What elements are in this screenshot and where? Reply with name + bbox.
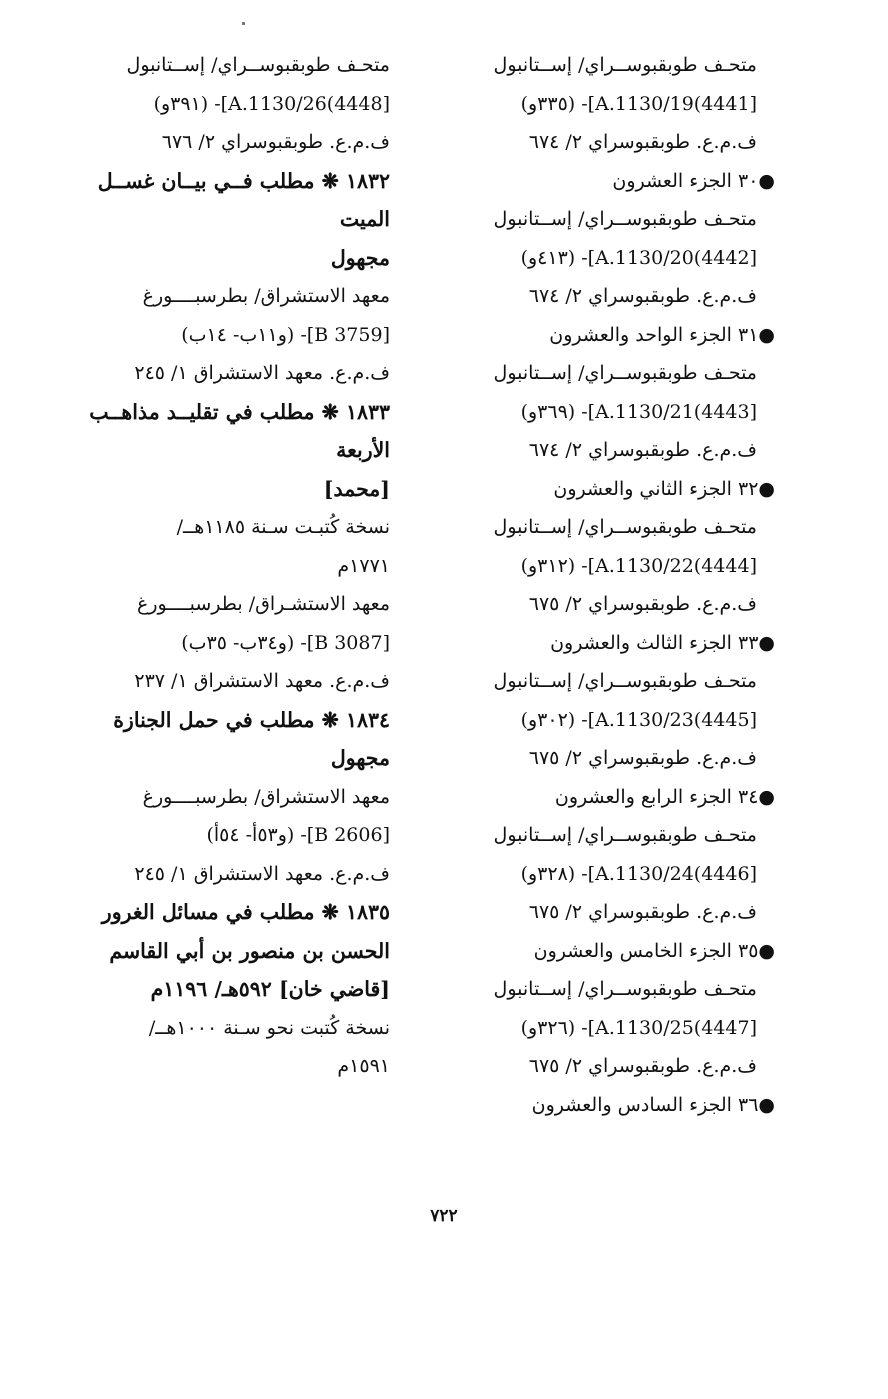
right-column-line: ف.م.ع. طوبقبوسراي ٢/ ٦٧٤ xyxy=(528,131,757,153)
right-column-line: [4442)A.1130/20]- (٤١٣و) xyxy=(520,246,757,269)
left-column-line: معهد الاستشراق/ بطرسبــــورغ xyxy=(142,285,390,307)
left-column-line: نسخة كُتبت نحو سـنة ١٠٠٠هــ/ xyxy=(148,1016,390,1039)
right-column-line: ●٣٢ الجزء الثاني والعشرون xyxy=(553,477,775,500)
left-column-line: [B 2606]- (و٥٣أ- ٥٤أ) xyxy=(206,824,390,846)
left-column xyxy=(60,46,390,1086)
left-column-line: متحـف طوبقبوســراي/ إســتانبول xyxy=(126,54,390,76)
right-column-line: متحـف طوبقبوســراي/ إســتانبول xyxy=(493,978,757,1000)
right-column-line: [4443)A.1130/21]- (٣٦٩و) xyxy=(520,400,757,423)
right-column xyxy=(440,46,775,1124)
left-column-line: ١٥٩١م xyxy=(337,1055,390,1077)
left-column-line: ف.م.ع. طوبقبوسراي ٢/ ٦٧٦ xyxy=(161,131,390,153)
right-column-line: ●٣٦ الجزء السادس والعشرون xyxy=(531,1093,775,1116)
right-column-line: ●٣٣ الجزء الثالث والعشرون xyxy=(550,631,775,654)
left-column-line: مجهول xyxy=(330,245,390,270)
right-column-line: ●٣٤ الجزء الرابع والعشرون xyxy=(554,785,775,808)
right-column-line: ف.م.ع. طوبقبوسراي ٢/ ٦٧٥ xyxy=(528,901,757,923)
page-number: ٧٢٢ xyxy=(430,1206,458,1226)
left-column-line: [محمد] xyxy=(323,476,390,501)
right-column-line: متحـف طوبقبوســراي/ إســتانبول xyxy=(493,516,757,538)
right-column-line: ●٣٠ الجزء العشرون xyxy=(612,169,775,192)
right-column-line: [4441)A.1130/19]- (٣٣٥و) xyxy=(520,92,757,115)
left-column-line: ١٧٧١م xyxy=(337,554,390,577)
left-column-line: الميت xyxy=(339,207,390,231)
left-column-line: ف.م.ع. معهد الاستشراق ١/ ٢٤٥ xyxy=(134,362,390,384)
right-column-line: ف.م.ع. طوبقبوسراي ٢/ ٦٧٥ xyxy=(528,593,757,615)
left-column-line: [B 3087]- (و٣٤ب- ٣٥ب) xyxy=(181,631,390,654)
left-column-line: ١٨٣٤ ❋ مطلب في حمل الجنازة xyxy=(113,707,390,732)
left-column-line: الأربعة xyxy=(336,438,390,462)
left-column-line: [B 3759]- (و١١ب- ١٤ب) xyxy=(181,323,390,346)
right-column-line: ●٣١ الجزء الواحد والعشرون xyxy=(549,323,775,346)
left-column-line: ١٨٣٥ ❋ مطلب في مسائل الغرور xyxy=(101,900,390,924)
right-column-line: ف.م.ع. طوبقبوسراي ٢/ ٦٧٤ xyxy=(528,285,757,307)
right-column-line: متحـف طوبقبوســراي/ إســتانبول xyxy=(493,208,757,230)
left-column-line: [قاضي خان] ٥٩٢هـ/ ١١٩٦م xyxy=(150,977,390,1001)
right-column-line: [4445)A.1130/23]- (٣٠٢و) xyxy=(520,708,757,731)
right-column-line: [4444)A.1130/22]- (٣١٢و) xyxy=(520,554,757,577)
right-column-line: [4446)A.1130/24]- (٣٢٨و) xyxy=(520,862,757,885)
left-column-line: ١٨٣٢ ❋ مطلب فــي بيــان غســل xyxy=(97,168,390,193)
left-column-line: [4448)A.1130/26]- (٣٩١و) xyxy=(153,92,390,115)
right-column-line: ف.م.ع. طوبقبوسراي ٢/ ٦٧٥ xyxy=(528,1055,757,1077)
left-column-line: نسخة كُتبـت سـنة ١١٨٥هــ/ xyxy=(176,516,390,538)
right-column-line: متحـف طوبقبوســراي/ إســتانبول xyxy=(493,362,757,384)
left-column-line: معهد الاستشراق/ بطرسبــــورغ xyxy=(142,785,390,808)
left-column-line: الحسن بن منصور بن أبي القاسم xyxy=(109,938,390,963)
right-column-line: ●٣٥ الجزء الخامس والعشرون xyxy=(533,939,775,962)
scan-speck xyxy=(242,22,245,25)
left-column-line: ١٨٣٣ ❋ مطلب في تقليــد مذاهــب xyxy=(89,399,390,424)
right-column-line: ف.م.ع. طوبقبوسراي ٢/ ٦٧٤ xyxy=(528,439,757,461)
right-column-line: متحـف طوبقبوســراي/ إســتانبول xyxy=(493,670,757,692)
left-column-line: مجهول xyxy=(330,746,390,770)
right-column-line: [4447)A.1130/25]- (٣٢٦و) xyxy=(520,1016,757,1039)
right-column-line: متحـف طوبقبوســراي/ إســتانبول xyxy=(493,824,757,846)
right-column-line: متحـف طوبقبوســراي/ إســتانبول xyxy=(493,54,757,76)
right-column-line: ف.م.ع. طوبقبوسراي ٢/ ٦٧٥ xyxy=(528,747,757,769)
left-column-line: ف.م.ع. معهد الاستشراق ١/ ٢٤٥ xyxy=(134,862,390,885)
left-column-line: ف.م.ع. معهد الاستشراق ١/ ٢٣٧ xyxy=(134,670,390,692)
left-column-line: معهد الاستشـراق/ بطرسبــــورغ xyxy=(137,593,390,615)
